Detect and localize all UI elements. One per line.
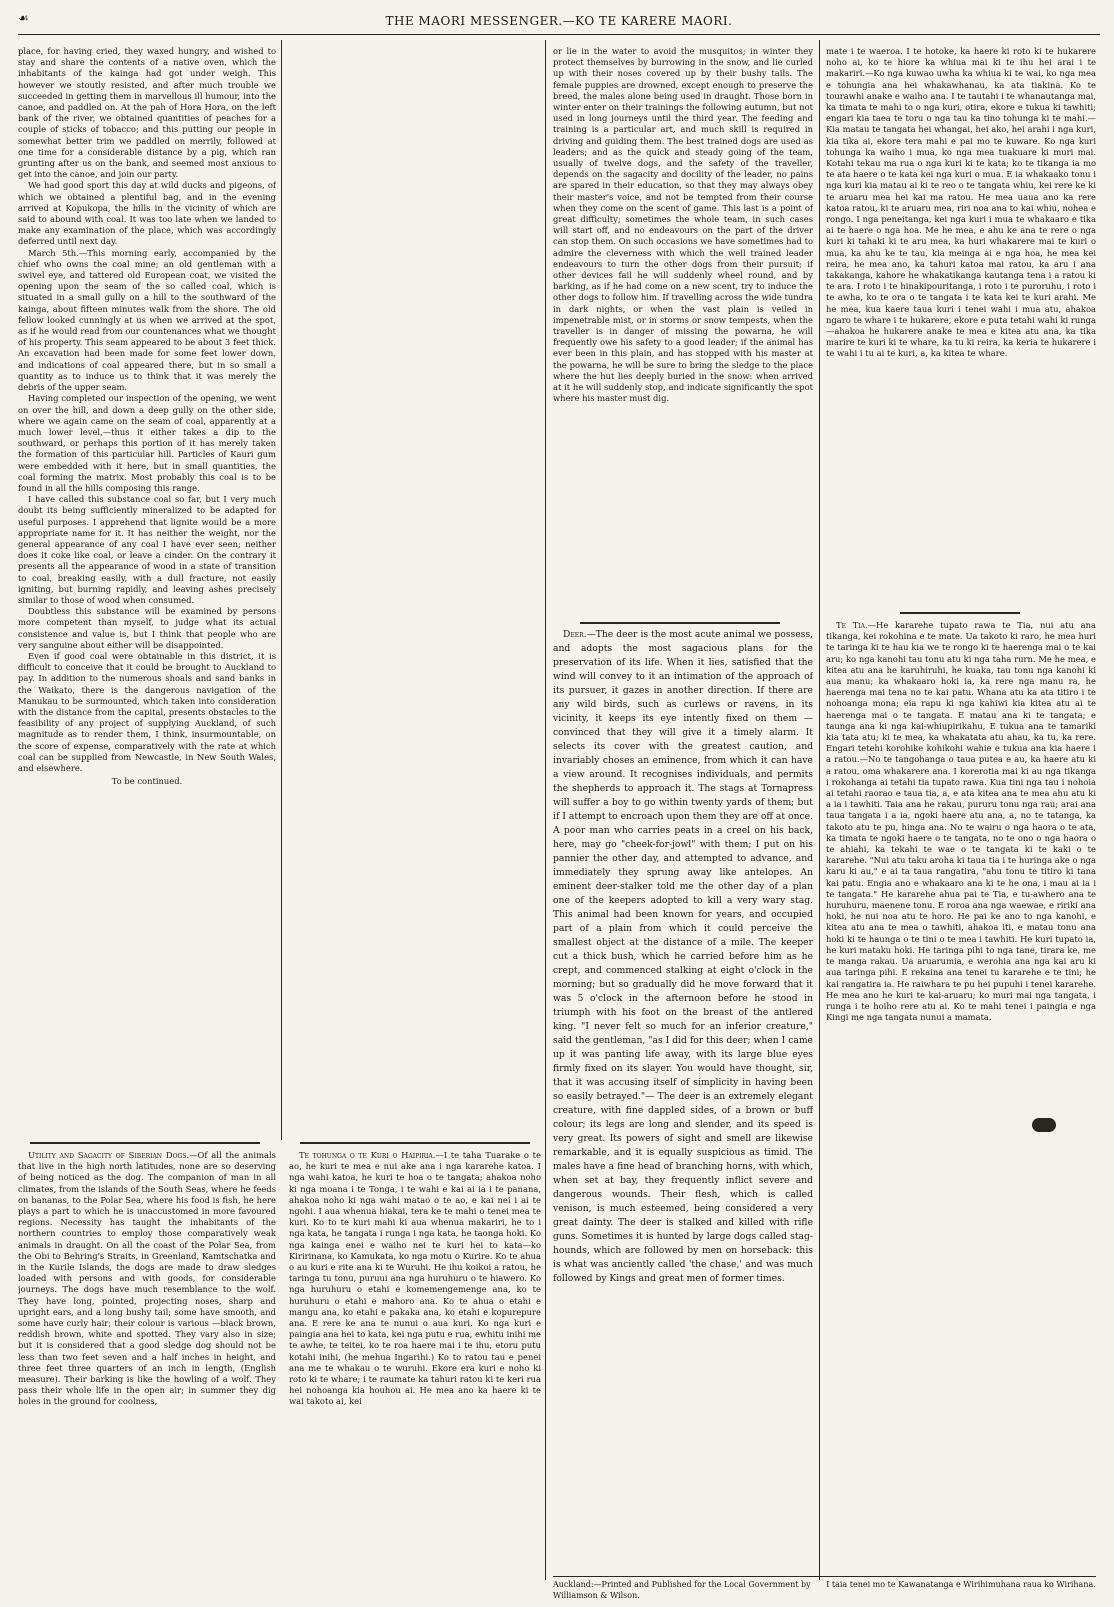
page-header	[18, 8, 1100, 35]
dogs-article-english	[18, 1150, 276, 1600]
continued-note: To be continued.	[111, 776, 183, 787]
article-heading: Deer.	[563, 629, 587, 640]
paragraph: Even if good coal were obtainable in this district, it is difficult to conceive that it could be brought to Auckland to pay. In addition to the numerous shoals and sand banks in the Waikato, there is the dangerous navigation of the Manukau to be surmounted, which taken into consideration with the distance from the capital, presents obstacles to the feasibility of any project of supplying Auckland, of such magnitude as to render them, I think, insurmountable, on the score of expense, comparatively with the rate at which coal can be supplied from Newcastle, in New South Wales, and elsewhere.	[18, 650, 276, 773]
paragraph: Having completed our inspection of the opening, we went on over the hill, and down a deep gully on the other side, where we again came on the seam of coal, apparently at a much lower level,—thus it either takes a dip to the southward, or perhaps this portion of it has merely taken the formation of this particular hill. Particles of Kauri gum were embedded with it here, but in small quantities, the coal forming the matrix. Most probably this coal is to be found in all the hills composing this range.	[18, 393, 276, 493]
paragraph	[18, 1150, 276, 1408]
paragraph-body: —The deer is the most acute animal we possess, and adopts the most sagacious plans for the preservation of its life. When it lies, satisfied that the wind will convey to it an intimation of the approach of its pursuer, it gazes in another direction. If there are any wild birds, such as curlews or ravens, in its vicinity, it keeps its eye intently fixed on them —convinced that they will give it a timely alarm. It selects its cover with the greatest caution, and invariably choses an eminence, from which it can have a view around. It recognises individuals, and permits the shepherds to approach it. The stags at Tornapress will suffer a boy to go within twenty yards of them; but if I attempt to encroach upon them they are off at once. A poor man who carries peats in a creel on his back, here, may go "cheek-for-jowl" with them; I put on his pannier the other day, and attempted to advance, and immediately they sprung away like antelopes. An eminent deer-stalker told me the other day of a plan one of the keepers adopted to kill a very wary stag. This animal had been known for years, and occupied part of a plain from which it could perceive the smallest object at the distance of a mile. The keeper cut a thick bush, which he carried before him as he crept, and commenced stalking at eight o'clock in the morning; but so gradually did he move forward that it was 5 o'clock in the afternoon before he stood in triumph with his foot on the breast of the antlered king. "I never felt so much for an inferior creature," said the gentleman, "as I did for this deer; when I came up it was panting life away, with its large blue eyes firmly fixed on its slayer. You would have thought, sir, that it was accusing itself of simplicity in having been so easily betrayed."— The deer is an extremely elegant creature, with fine dappled sides, of a brown or buff colour; its legs are long and slender, and its speed is very great. Its powers of sight and smell are likewise remarkable, and it is equally suspicious as timid. The males have a fine head of branching horns, with which, when set at bay, they frequently inflict severe and dangerous wounds. Their flesh, which is called venison, is much esteemed, being considered a very great dainty. The deer is stalked and killed with rifle guns. Sometimes it is hunted by large dogs called stag-hounds, which are followed by men on horseback: this is what was anciently called 'the chase,' and was much followed by Kings and great men of former times.	[553, 629, 813, 1284]
section-rule	[580, 622, 780, 624]
masthead-title: THE MAORI MESSENGER.—KO TE KARERE MAORI.	[385, 14, 733, 28]
paragraph: March 5th.—This morning early, accompanied by the chief who owns the coal mine; an old gentleman with a swivel eye, and tattered old European coat, we visited the opening upon the seam of the so called coal, which is situated in a small gully on a hill to the southward of the kainga, about fifteen minutes walk from the shore. The old fellow looked cunningly at us when we arrived at the spot, as if he would read from our countenances what we thought of his property. This seam appeared to be about 3 feet thick. An excavation had been made for some feet lower down, and indications of coal appeared there, but in so small a quantity as to induce us to think that it was merely the debris of the upper seam.	[18, 247, 276, 393]
column-divider	[281, 40, 282, 1140]
paragraph	[826, 620, 1096, 1023]
paragraph-body: —I te taha Tuarake o te ao, he kuri te mea e nui ake ana i nga kararehe katoa. I nga wahi katoa, he kuri te hoa o te tangata; ahakoa noho ki nga moana i te Tonga, i te wahi e kai ai ia i te panana, ahakoa noho ki nga wahi matao o te ao, e kai nei i ai te ngohi. I aua whenua hiakai, tera ke te mahi o tenei mea te kuri. Ko to te kuri mahi ki aua whenua makariri, he to i nga kata, he tangata i runga i nga kata, he taonga hoki. Ko nga kainga enei e waiho nei te kuri hei to kata—ko Kiririnana, ko Kamukata, ko nga motu o Kurire. Ko te ahua o au kuri e rite ana ki te Wuruhi. He ihu koikoi a ratou, he taringa tu tonu, puruui ana nga huruhuru o te hiawero. Ko nga huruhuru o etahi e komemengemenge ana, ko te huruhuru o etahi e mahoro ana. Ko te ahua o etahi e mangu ana, ko etahi e pakaka ana, ko etahi e kopurepure ana. E rere ke ana te nunui o aua kuri. Ko nga kuri e paingia ana hei to kata, kei nga putu e rua, ewhitu inihi me te awhe, te teitei, ko te roa haere mai i te ihu, etoru putu kotahi inihi, (he mehua Ingarihi.) Ko to ratou tau e penei ana me te whakau o te wuruhi. Ekore era kuri e noho ki roto ki te whare; i te raumate ka tahuri ratou ki te keri rua hei nohoanga kia houhou ai. He mea ano ka haere ki te wai takoto ai, kei	[289, 1150, 541, 1407]
paragraph: mate i te waeroa. I te hotoke, ka haere ki roto ki te hukarere noho ai, ko te hiore ka whiua mai ki te ihu hei arai i te makariri.—Ko nga kuwao uwha ka whiua ki te wai, ko nga mea e tohungia ana hei whakawhanau, ka ata tiakina. Ko te tourawhi anake e waiho ana. I te tautahi i te whanautanga mai, ka timata te mahi to o nga kuri, otira, ekore e tukua ki tawhiti; engari kia taea te toru o nga tau ka tino tohunga ki te mahi.—Kia matau te tangata hei whangai, hei ako, hei arahi i nga kuri, kia tika ai, ekore tera mahi e pai mo te kuware. Ko nga kuri tohunga ka waiho i mua, ko nga mea tuakuare ki muri mai. Kotahi tekau ma rua o nga kuri ki te kata; ko te tikanga ia mo te ata haere o te kata kei nga kuri o mua. E ia whakaako tonu i nga kuri kia matau ai ki te reo o te tangata whiu, kei rere ke ki te aruaru mea hei kai ma ratou. He mea uaua ano ka rere katoa ratou, ki te aruaru mea, riri noa ana to kai whiu, nohea e rongo. I nga peneitanga, kei nga kuri i mua te whakaaro e tika ai te haere o nga hoa. Me he mea, e ahu ke ana te rere o nga kuri ki tahaki ki te aru mea, ka huri whakarere mai te kuri o mua, ka ahu ke te tau, kia meinga ai e nga hoa, he mea kei reira, he mea ano, ka tahuri katoa mai ratou, ka aru i ana takakanga, kahore he whakatikanga kautanga tena i a ratou ki te ara. I roto i te hinakipouritanga, i roto i te puroruhu, i roto i te awha, ko te ora o te tangata i te kata kei te kuri arahi. Me he mea, kua kaere taua kuri i tenei wahi i mua atu, ahakoa ngaro te whare i te hukarere, ekore e puta tetahi wahi ki runga—ahakoa he hukarere anake te mea e kitea atu ana, ka tika marire te kuri ki te whare, ka tu ki reira, ka keria te hukarere i te wahi i tu ai te kuri, a, ka kitea te whare.	[826, 46, 1096, 359]
ornament-icon: ☙	[18, 11, 29, 25]
dogs-continued-english	[553, 46, 813, 606]
paragraph	[553, 628, 813, 1286]
article-heading: Utility and Sagacity of Siberian Dogs.	[28, 1150, 190, 1160]
paragraph: I have called this substance coal so far, but I very much doubt its being sufficiently mineralized to be adapted for useful purposes. I apprehend that lignite would be a more appropriate name for it. It has neither the weight, nor the general appearance of any coal I have ever seen; neither does it coke like coal, or leave a cinder. On the contrary it presents all the appearance of wood in a state of transition to coal, breaking easily, with a dull fracture, not easily igniting, but burning rapidly, and leaving ashes precisely similar to those of wood when consumed.	[18, 494, 276, 605]
paragraph-body: —He kararehe tupato rawa te Tia, nui atu ana tikanga, kei rokohina e te mate. Ua takoto ki raro, he mea huri te taringa ki te hau kia we te rongo ki te haerenga mai o te kai aru; ko nga kanohi tau tonu atu ki nga taha rurn. Me he mea, e kitea atu ana he karuhiruhi, he kuaka, tau tonu nga kanohi ki aua manu; ka whakaaro hoki ia, ka rere nga manu ra, he haerenga mai tena no te kai patu. Whana atu ka ata titiro i te nohoanga mona; eia rapu ki nga kahiwi kia kitea atu ai te haerenga mai o te tangata. E matau ana ki te tangata; e taunga ana ki nga kai-whiupirikahu, E tukua ana te tamariki kia tata atu; ki te mea, ka whakatata atu ahau, ka tu, ka rere. Engari tetehi korohike kohikohi wahie e tukua ana kia haere i a ratou.—No te tangohanga o taua putea e au, ka haere atu ki a ratou, oma whakarere ana. I korerotia mai ki au nga tikanga i rokohanga ai tetahi tia tupato rawa. Kua tini nga tau i nohoia ai tetahi raorao e taua tia, a, e ata kitea ana te mea ahu atu ki a ia i tawhiti. Taia ana he rakau, pururu tonu nga rau; arai ana taua tangata i a ia, ngoki haere atu ana, a, no te tatanga, ka takoto atu te pu, hinga ana. No te wairu o nga haora o te ata, ka timata te ngoki haere o te tangata, no te ono o nga haora o te ahiahi, ka tekahi te wae o te tangata ki te kaki o te kararehe. "Nui atu taku aroha ki taua tia i te huringa ake o nga karu ki au," e ai ta taua rangatira, "ahu tonu te titiro ki tana kai patu. Engia ano e whakaaro ana ki te he ona, i mau ai ia i te tangata." He kararehe ahua pai te Tia, e tu-awhero ana te huruhuru, maenene tonu. E roroa ana nga waewae, e ririki ana hoki, he nui noa atu te horo. He pai ke ano to nga kanohi, e kitea atu ana te mea o tawhiti, ahakoa iti, e matau tonu ana hoki ki te haunga o te tini o te mea i tawhiti. He kuri tupato ia, he kuri mataku hoki. He taringa pihi to nga tane, tirara ke, me te manga rakau. Ua aruarumia, e werohia ana nga kai aru ki aua taringa pihi. E rekaina ana tenei tu kararehe e te tini; he kai rangatira ia. He raiwhara te pu hei pupuhi i tenei kararehe. He mea ano he kuri te kai-aruaru; ko muri mai nga tangata, i runga i te hoiho rere atu ai. Ko te mahi tenei i paingia e nga Kingi me nga tangata nunui a mamata.	[826, 620, 1096, 1023]
section-rule	[900, 612, 1020, 614]
paragraph: or lie in the water to avoid the musquitos; in winter they protect themselves by burrowing in the snow, and lie curled up with their noses covered up by their bushy tails. The female puppies are drowned, except enough to preserve the breed, the males alone being used in draught. Those born in winter enter on their trainings the following autumn, but not used in long journeys until the third year. The feeding and training is a particular art, and much skill is required in driving and guiding them. The best trained dogs are used as leaders; and as the quick and steady going of the team, usually of twelve dogs, and the safety of the traveller, depends on the sagacity and docility of the leader, no pains are spared in their education, so that they may always obey their master's voice, and not be tempted from their course when they come on the scent of game. This last is a point of great difficulty; sometimes the whole team, in such cases will start off, and no endeavours on the part of the driver can stop them. On such occasions we have sometimes had to admire the cleverness with which the well trained leader endeavours to turn the other dogs from their pursuit; if other devices fail he will suddenly wheel round, and by barking, as if he had come on a new scent, try to induce the other dogs to follow him. If travelling across the wide tundra in dark nights, or when the vast plain is veiled in impenetrable mist, or in storms or snow tempests, when the traveller is in danger of missing the powarna, he will frequently owe his safety to a good leader; if the animal has ever been in this plain, and has stopped with his master at the powarna, he will be sure to bring the sledge to the place where the hut lies deeply buried in the snow: when arrived at it he will suddenly stop, and indicate significantly the spot where his master must dig.	[553, 46, 813, 404]
column-divider	[545, 40, 546, 1580]
printer-seal-icon	[1032, 1118, 1056, 1132]
paragraph: We had good sport this day at wild ducks and pigeons, of which we obtained a plentiful bag, and in the evening arrived at Kopukopa, the hills in the vicinity of which are said to abound with coal. It was too late when we landed to make any examination of the place, which was accordingly deferred until next day.	[18, 180, 276, 247]
paragraph: place, for having cried, they waxed hungry, and wished to stay and share the contents of a native oven, which the inhabitants of the kainga had got under weigh. This however we stoutly resisted, and after much trouble we succeeded in getting them in marvellous ill humour, into the canoe, and paddled on. At the pah of Hora Hora, on the left bank of the river, we obtained quantities of peaches for a couple of sticks of tobacco; and this putting our people in somewhat better trim we paddled on merrily, followed at one time for a considerable distance by a pig, which ran grunting after us on the bank, and seemed most anxious to get into the canoe, and join our party.	[18, 46, 276, 180]
deer-article-english	[553, 628, 813, 1570]
paragraph	[289, 1150, 541, 1408]
imprint-maori: I taia tenei mo te Kawanatanga e Wirihimuhana raua ko Wirihana.	[826, 1580, 1096, 1589]
article-heading: Te tohunga o te Kuri o Haipiria.	[299, 1150, 436, 1160]
article-heading: Te Tia.	[836, 620, 868, 630]
coal-report-column	[18, 46, 276, 1138]
imprint-english: Auckland:—Printed and Published for the Local Government by Williamson & Wilson.	[553, 1580, 811, 1600]
deer-article-maori	[826, 620, 1096, 1110]
footer-rule	[553, 1576, 1096, 1577]
section-rule	[30, 1142, 260, 1144]
paragraph-body: —Of all the animals that live in the high north latitudes, none are so deserving of being noticed as the dog. The companion of man in all climates, from the islands of the South Seas, where he feeds on bananas, to the Polar Sea, where his food is fish, he here plays a part to which he is unaccustomed in more favoured regions. Necessity has taught the inhabitants of the northern countries to employ those comparatively weak animals in draught. On all the coast of the Polar Sea, from the Obi to Behring's Straits, in Greenland, Kamtschatka and in the Kurile Islands, the dogs are made to draw sledges loaded with persons and with goods, for considerable journeys. The dogs have much resemblance to the wolf. They have long, pointed, projecting noses, sharp and upright ears, and a long bushy tail; some have smooth, and some have curly hair; their colour is various —black brown, reddish brown, white and spotted. They vary also in size; but it is considered that a good sledge dog should not be less than two feet seven and a half inches in height, and three feet three quarters of an inch in length, (English measure). Their barking is like the howling of a wolf. They pass their whole life in the open air; in summer they dig holes in the ground for coolness,	[18, 1150, 276, 1407]
dogs-article-maori	[289, 1150, 541, 1600]
section-rule	[300, 1142, 530, 1144]
column-divider	[819, 40, 820, 1580]
paragraph: Doubtless this substance will be examined by persons more competent than myself, to judge what its actual consistence and value is, but I think that people who are very sanguine about either will be disappointed.	[18, 606, 276, 650]
dogs-continued-maori	[826, 46, 1096, 606]
